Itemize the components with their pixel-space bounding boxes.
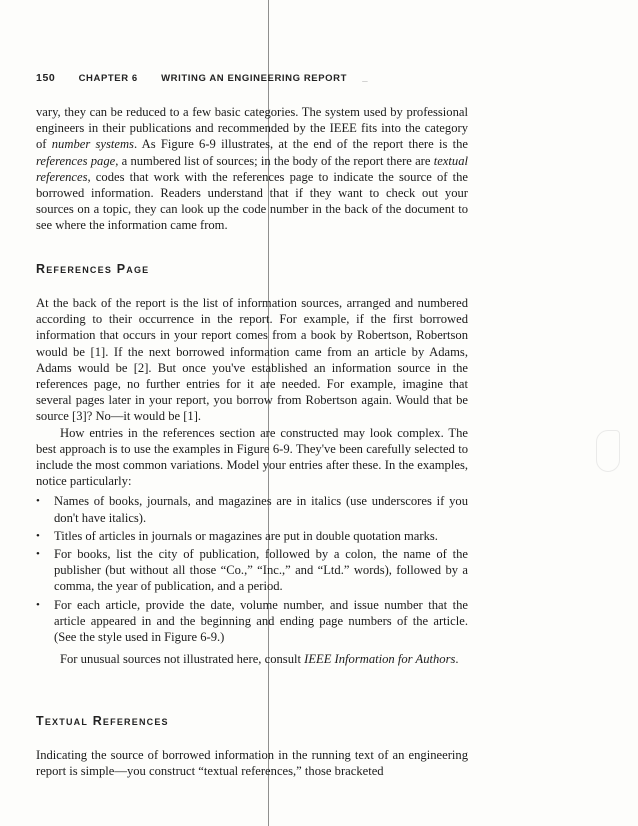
textual-references-body [36,747,468,779]
section-heading-references-page: References Page [36,262,150,276]
references-bullet-list [36,493,468,645]
list-item: • Titles of articles in journals or magazines are put in double quotation marks. [36,528,468,544]
chapter-title: WRITING AN ENGINEERING REPORT [161,73,348,84]
list-item: • Names of books, journals, and magazines are in italics (use underscores if you don't have italics). [36,493,468,525]
scan-artifact [596,430,620,472]
page-number: 150 [36,72,56,84]
textual-references-paragraph-1: Indicating the source of borrowed information in the running text of an engineering report is simple—you construct “textual references,” those bracketed [36,748,468,779]
references-paragraph-1: At the back of the report is the list of information sources, arranged and numbered according to their occurrence in the report. For example, if the first borrowed information that occurs in your report comes from a book by Robertson, Robertson would be [1]. If the next borrowed information came from an article by Adams, Adams would be [2]. But once you've established an information source in the references page, no further entries for it are needed. For example, imagine that several pages later in your report, you borrow from Robertson again. Would that be source [3]? No—it would be [1]. [36,296,468,424]
chapter-label: CHAPTER 6 [78,73,138,84]
references-paragraph-2: How entries in the references section are constructed may look complex. The best approach is to use the examples in Figure 6-9. They've been carefully selected to include the most common variations. Model your entries after these. In the examples, notice particularly: [36,425,468,489]
header-dash: _ [362,73,369,84]
list-item: • For each article, provide the date, volume number, and issue number that the article appeared in and the beginning and ending page numbers of the article. (See the style used in Figure 6-9.) [36,597,468,646]
intro-paragraph: vary, they can be reduced to a few basic categories. The system used by professional engineers in their publications and recommended by the IEEE fits into the category of number systems. As Figure 6-9 illustrates, at the end of the report there is the references page, a numbered list of sources; in the body of the report there are textual references, codes that work with the references page to indicate the source of the borrowed information. Readers understand that if they want to check out your sources on a topic, they can look up the code number in the back of the document to see where the information came from. [36,105,468,233]
running-header [36,72,368,84]
references-page-body [36,295,468,667]
section-heading-textual-references: Textual References [36,714,169,728]
list-item: • For books, list the city of publication, followed by a colon, the name of the publisher (but without all those “Co.,” “Inc.,” and “Ltd.” words), followed by a comma, the year of publication, and a period. [36,546,468,595]
references-paragraph-3: For unusual sources not illustrated here, consult IEEE Information for Authors. [60,652,459,667]
